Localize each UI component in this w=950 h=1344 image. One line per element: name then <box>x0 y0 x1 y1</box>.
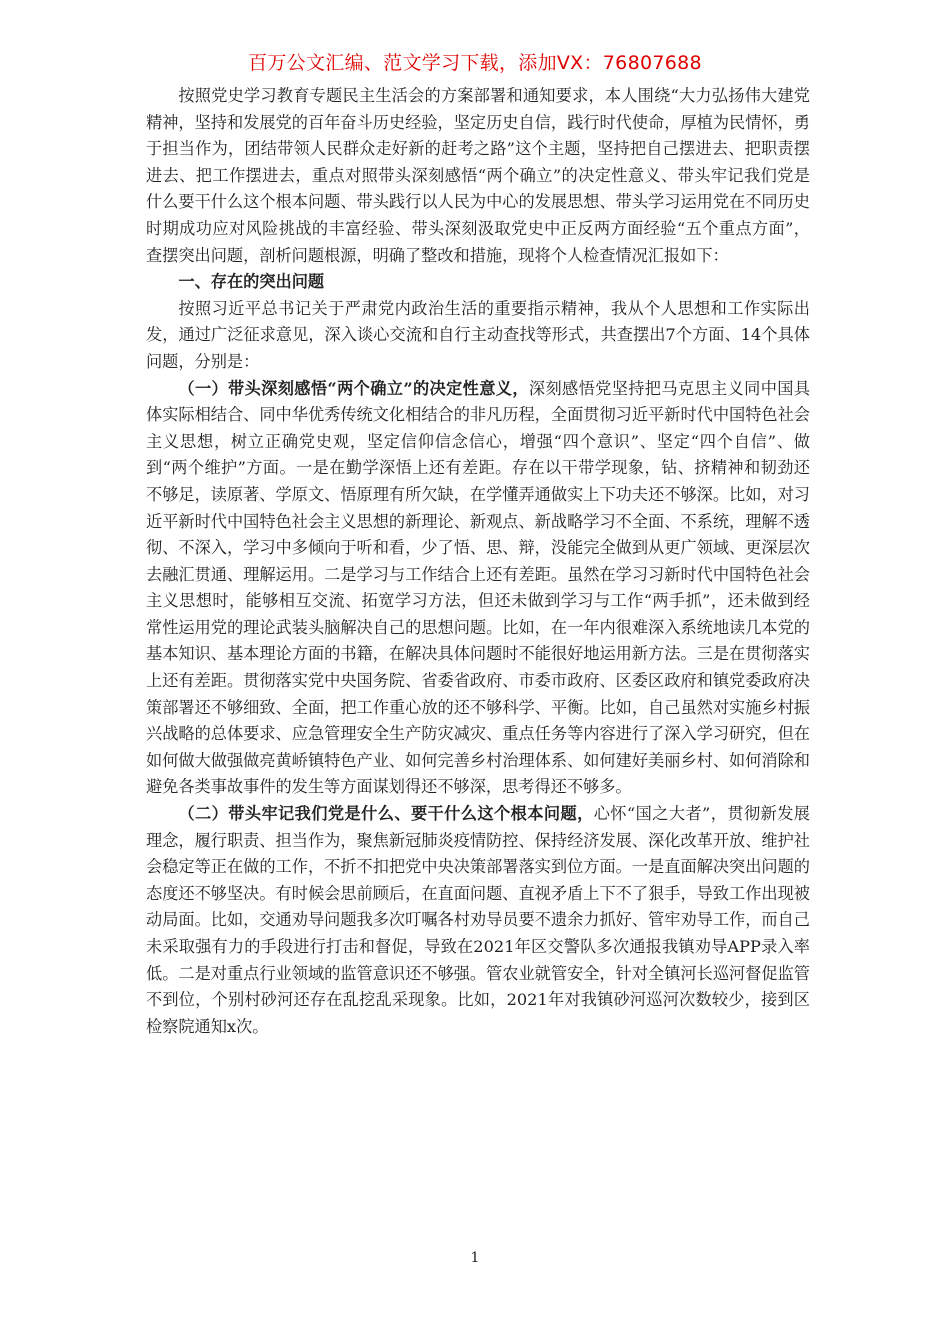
document-body <box>146 83 810 1040</box>
watermark-banner: 百万公文汇编、范文学习下载，添加VX：76807688 <box>248 52 702 74</box>
item-2-paragraph <box>146 801 810 1040</box>
item-1-paragraph <box>146 376 810 802</box>
item-1-body: 深刻感悟党坚持把马克思主义同中国具体实际相结合、同中华优秀传统文化相结合的非凡历程，全面贯彻习近平新时代中国特色社会主义思想，树立正确党史观，坚定信仰信念信心，增强“四个意识”、坚定“四个自信”、做到“两个维护”方面。一是在勤学深悟上还有差距。存在以干带学现象，钻、挤精神和韧劲还不够足，读原著、学原文、悟原理有所欠缺，在学懂弄通做实上下功夫还不够深。比如，对习近平新时代中国特色社会主义思想的新理论、新观点、新战略学习不全面、不系统，理解不透彻、不深入，学习中多倾向于听和看，少了悟、思、辩，没能完全做到从更广领域、更深层次去融汇贯通、理解运用。二是学习与工作结合上还有差距。虽然在学习习新时代中国特色社会主义思想时，能够相互交流、拓宽学习方法，但还未做到学习与工作“两手抓”，还未做到经常性运用党的理论武装头脑解决自己的思想问题。比如，在一年内很难深入系统地读几本党的基本知识、基本理论方面的书籍，在解决具体问题时不能很好地运用新方法。三是在贯彻落实上还有差距。贯彻落实党中央国务院、省委省政府、市委市政府、区委区政府和镇党委政府决策部署还不够细致、全面，把工作重心放的还不够科学、平衡。比如，自己虽然对实施乡村振兴战略的总体要求、应急管理安全生产防灾减灾、重点任务等内容进行了深入学习研究，但在如何做大做强做亮黄峤镇特色产业、如何完善乡村治理体系、如何建好美丽乡村、如何消除和避免各类事故事件的发生等方面谋划得还不够深，思考得还不够多。 <box>146 378 811 797</box>
page-number: 1 <box>470 1250 480 1266</box>
intro-paragraph: 按照党史学习教育专题民主生活会的方案部署和通知要求，本人围绕“大力弘扬伟大建党精神，坚持和发展党的百年奋斗历史经验，坚定历史自信，践行时代使命，厚植为民情怀，勇于担当作为，团结带领人民群众走好新的赶考之路”这个主题，坚持把自己摆进去、把职责摆进去、把工作摆进去，重点对照带头深刻感悟“两个确立”的决定性意义、带头牢记我们党是什么要干什么这个根本问题、带头践行以人民为中心的发展思想、带头学习运用党在不同历史时期成功应对风险挑战的丰富经验、带头深刻汲取党史中正反两方面经验“五个重点方面”，查摆突出问题，剖析问题根源，明确了整改和措施，现将个人检查情况汇报如下： <box>146 86 810 265</box>
item-2-lead: （二）带头牢记我们党是什么、要干什么这个根本问题， <box>178 804 594 824</box>
section-intro-paragraph: 按照习近平总书记关于严肃党内政治生活的重要指示精神，我从个人思想和工作实际出发，通过广泛征求意见，深入谈心交流和自行主动查找等形式，共查摆出7个方面、14个具体问题，分别是： <box>146 298 810 371</box>
section-heading: 一、存在的突出问题 <box>178 272 325 292</box>
item-1-lead: （一）带头深刻感悟“两个确立”的决定性意义， <box>178 378 529 398</box>
item-2-body: 心怀“国之大者”，贯彻新发展理念，履行职责、担当作为，聚焦新冠肺炎疫情防控、保持经济发展、深化改革开放、维护社会稳定等正在做的工作，不折不扣把党中央决策部署落实到位方面。一是直面解决突出问题的态度还不够坚决。有时候会思前顾后，在直面问题、直视矛盾上下不了狠手，导致工作出现被动局面。比如，交通劝导问题我多次叮嘱各村劝导员要不遗余力抓好、管牢劝导工作，而自己未采取强有力的手段进行打击和督促，导致在2021年区交警队多次通报我镇劝导APP录入率低。二是对重点行业领域的监管意识还不够强。管农业就管安全，针对全镇河长巡河督促监管不到位，个别村砂河还存在乱挖乱采现象。比如，2021年对我镇砂河巡河次数较少，接到区检察院通知x次。 <box>146 804 810 1036</box>
